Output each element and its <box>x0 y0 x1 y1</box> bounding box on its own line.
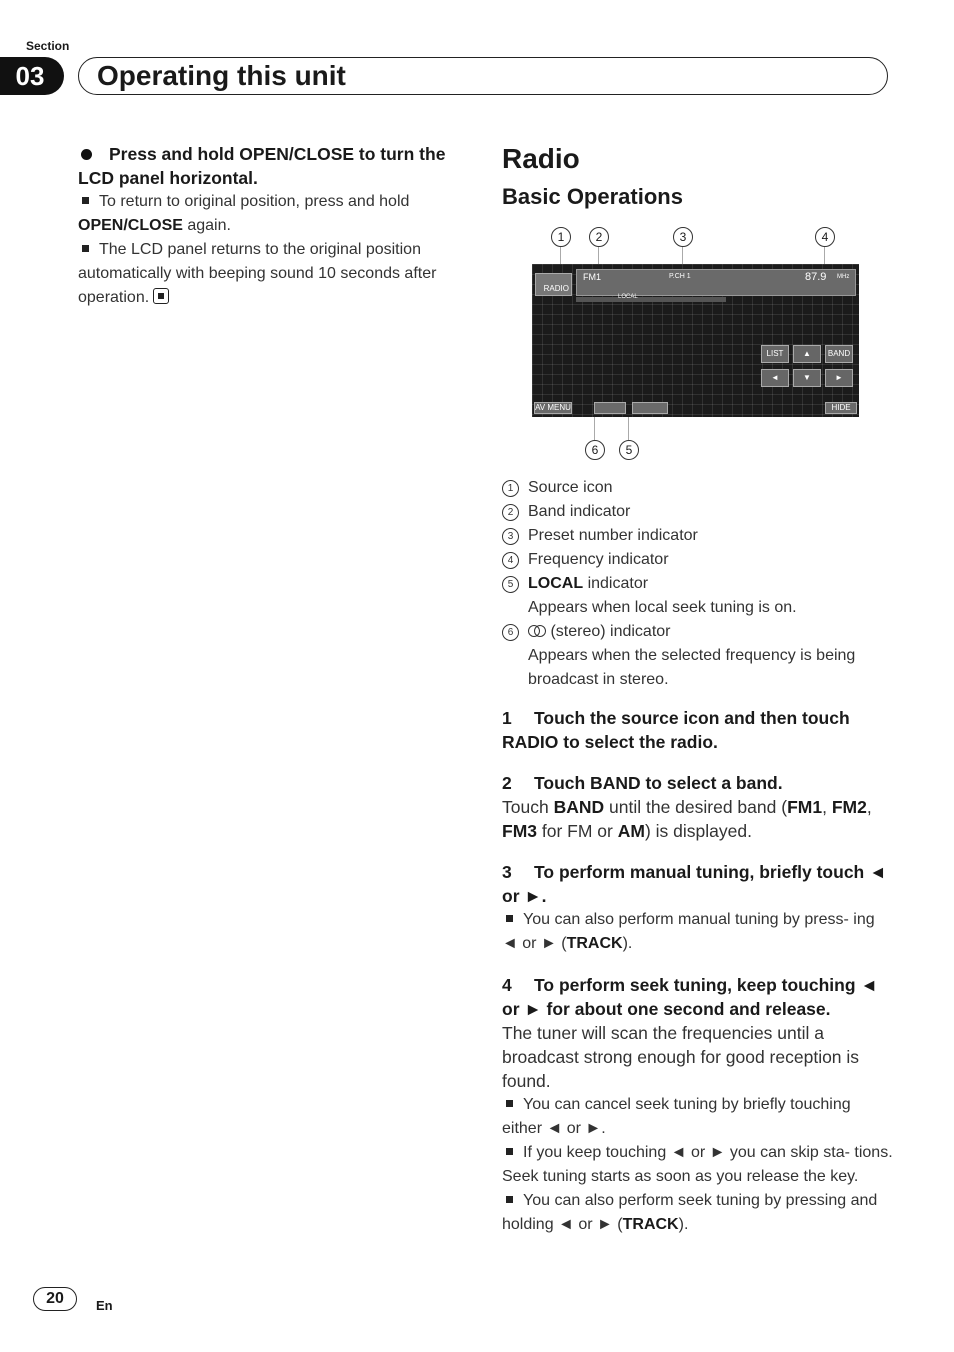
legend-item: 3 Preset number indicator <box>502 524 894 548</box>
local-indicator: LOCAL <box>618 294 638 300</box>
av-menu-button[interactable]: AV MENU <box>535 403 571 412</box>
square-bullet-icon <box>82 197 89 204</box>
right-button[interactable]: ► <box>825 369 853 387</box>
step-4-heading: 4 To perform seek tuning, keep touching ◄ or ► for about one second and release. <box>502 975 878 1019</box>
basic-operations-heading: Basic Operations <box>502 184 683 209</box>
step-4-note-3: You can also perform seek tuning by pressing and holding ◄ or ► (TRACK). <box>502 1192 878 1233</box>
square-bullet-icon <box>506 1148 513 1155</box>
step-4-note-2: If you keep touching ◄ or ► you can skip sta- tions. Seek tuning starts as soon as you release the key. <box>502 1144 893 1185</box>
callout-6: 6 <box>585 440 605 460</box>
note-1: To return to original position, press and hold OPEN/CLOSE again. <box>78 193 410 234</box>
local-stereo-row <box>576 294 726 302</box>
band-button[interactable]: BAND <box>825 345 853 363</box>
left-column <box>78 142 470 310</box>
legend-item: 5 LOCAL indicator Appears when local seek tuning is on. <box>502 572 894 620</box>
band-indicator: FM1 <box>583 272 601 282</box>
step-1-heading: 1 Touch the source icon and then touch RADIO to select the radio. <box>502 708 850 752</box>
function-button-1[interactable] <box>594 402 626 414</box>
up-button[interactable]: ▲ <box>793 345 821 363</box>
square-bullet-icon <box>506 1196 513 1203</box>
radio-screen <box>532 264 859 417</box>
down-button[interactable]: ▼ <box>793 369 821 387</box>
callout-1: 1 <box>551 227 571 247</box>
legend-item: 1 Source icon <box>502 476 894 500</box>
legend-item: 2 Band indicator <box>502 500 894 524</box>
page-title: Operating this unit <box>97 60 346 91</box>
callout-3: 3 <box>673 227 693 247</box>
figure-legend <box>502 476 894 692</box>
section-number-badge: 03 <box>0 57 64 95</box>
bullet-dot-icon <box>81 149 92 160</box>
bullet-heading-text: Press and hold OPEN/CLOSE to turn the LCD panel horizontal. <box>78 144 446 188</box>
step-3-heading: 3 To perform manual tuning, briefly touch ◄ or ►. <box>502 862 887 906</box>
status-bar <box>576 269 856 296</box>
square-bullet-icon <box>82 245 89 252</box>
steps <box>502 706 894 1237</box>
step-3-note: You can also perform manual tuning by press- ing ◄ or ► (TRACK). <box>502 911 875 952</box>
left-button[interactable]: ◄ <box>761 369 789 387</box>
note-2: The LCD panel returns to the original position automatically with beeping sound 10 seconds after operation. <box>78 241 437 306</box>
step-2-body: Touch BAND until the desired band (FM1, FM2, FM3 for FM or AM) is displayed. <box>502 797 872 841</box>
radio-screen-figure <box>502 222 892 467</box>
hide-button[interactable]: HIDE <box>825 402 857 414</box>
preset-indicator: P.CH 1 <box>669 273 691 280</box>
section-label: Section <box>26 39 70 53</box>
function-button-2[interactable] <box>632 402 668 414</box>
frequency-unit: MHz <box>837 274 850 280</box>
square-bullet-icon <box>506 915 513 922</box>
square-bullet-icon <box>506 1100 513 1107</box>
list-button[interactable]: LIST <box>761 345 789 363</box>
frequency-indicator: 87.9 <box>805 271 827 283</box>
callout-5: 5 <box>619 440 639 460</box>
language-label: En <box>96 1298 113 1313</box>
step-4-note-1: You can cancel seek tuning by briefly touching either ◄ or ►. <box>502 1096 851 1137</box>
step-4-body: The tuner will scan the frequencies until a broadcast strong enough for good reception is found. <box>502 1023 860 1091</box>
source-icon[interactable]: RADIO <box>535 273 572 296</box>
callout-4: 4 <box>815 227 835 247</box>
right-column-headings <box>502 142 894 212</box>
end-of-section-icon <box>153 288 169 304</box>
callout-2: 2 <box>589 227 609 247</box>
radio-heading: Radio <box>502 143 580 174</box>
bullet-heading <box>78 142 470 190</box>
step-2-heading: 2 Touch BAND to select a band. <box>502 773 783 793</box>
page-number: 20 <box>33 1287 77 1311</box>
legend-item: 6 (stereo) indicator Appears when the selected frequency is being broadcast in stereo. <box>502 620 894 692</box>
legend-item: 4 Frequency indicator <box>502 548 894 572</box>
stereo-icon <box>528 625 546 636</box>
